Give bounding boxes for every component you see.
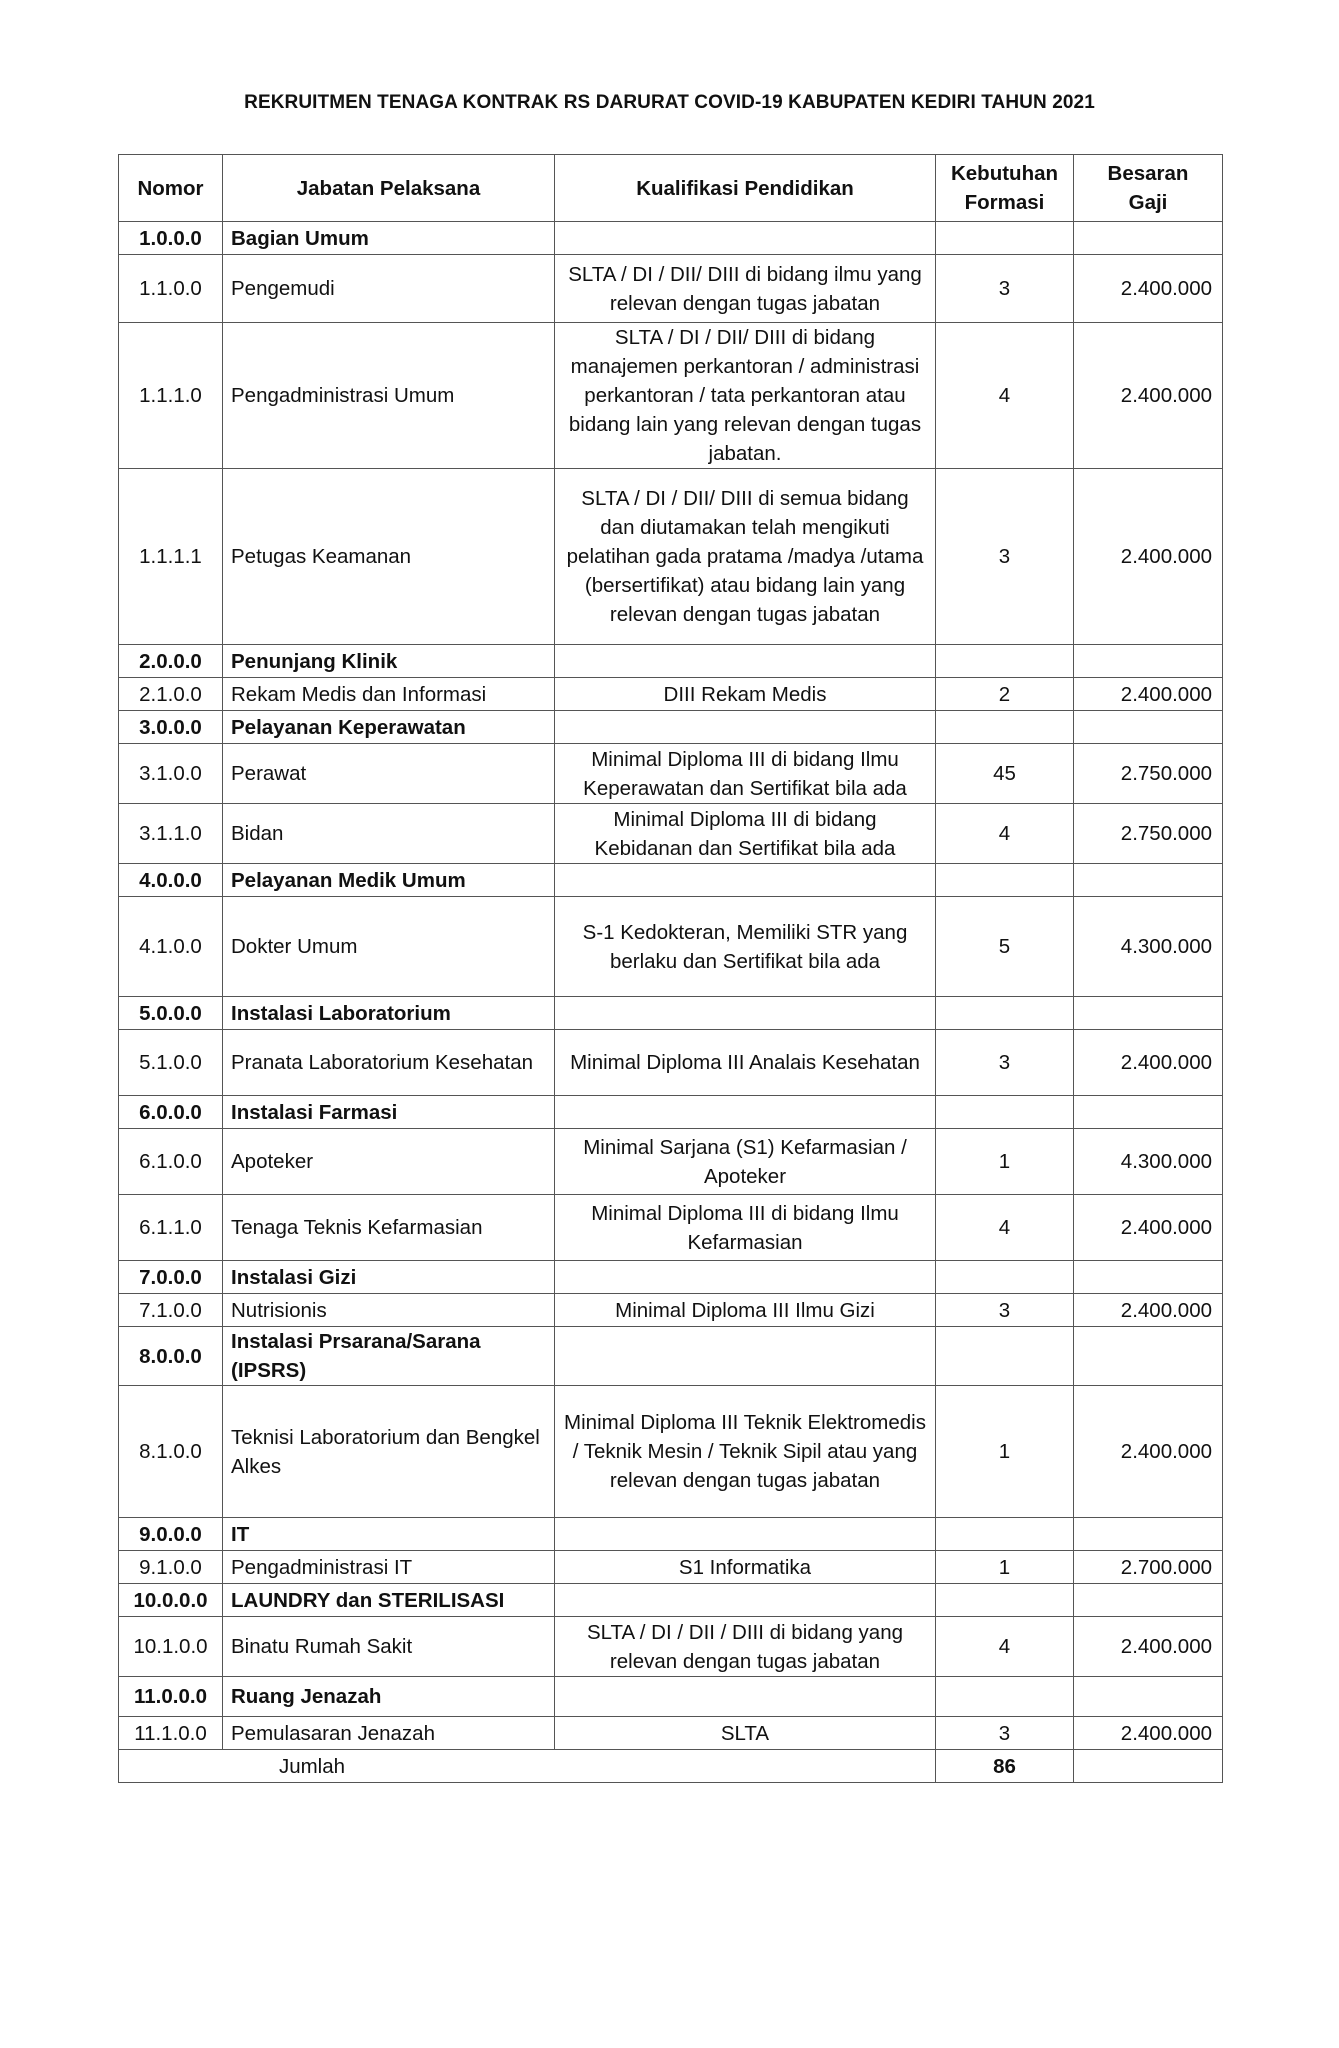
row-kebutuhan — [936, 1677, 1074, 1717]
row-gaji: 2.400.000 — [1074, 323, 1223, 469]
row-number: 5.1.0.0 — [119, 1030, 223, 1096]
row-gaji: 2.400.000 — [1074, 1386, 1223, 1518]
row-gaji — [1074, 997, 1223, 1030]
table-row — [119, 678, 1223, 711]
table-row — [119, 744, 1223, 804]
table-row — [119, 1129, 1223, 1195]
row-number: 9.1.0.0 — [119, 1551, 223, 1584]
row-jabatan: Binatu Rumah Sakit — [223, 1617, 555, 1677]
row-gaji — [1074, 1677, 1223, 1717]
header-kebutuhan-line1: Kebutuhan — [950, 162, 1059, 185]
total-label: Jumlah — [119, 1750, 936, 1783]
row-number: 3.0.0.0 — [119, 711, 223, 744]
header-kualifikasi: Kualifikasi Pendidikan — [555, 155, 936, 222]
row-gaji: 2.400.000 — [1074, 1717, 1223, 1750]
total-row — [119, 1750, 1223, 1783]
row-kualifikasi — [555, 864, 936, 897]
row-gaji — [1074, 222, 1223, 255]
section-row — [119, 1677, 1223, 1717]
row-kebutuhan — [936, 1327, 1074, 1386]
row-number: 8.0.0.0 — [119, 1327, 223, 1386]
row-number: 1.1.1.1 — [119, 469, 223, 645]
table-row — [119, 897, 1223, 997]
table-row — [119, 1030, 1223, 1096]
row-kualifikasi: Minimal Diploma III Teknik Elektromedis / Teknik Mesin / Teknik Sipil atau yang relevan dengan tugas jabatan — [555, 1386, 936, 1518]
header-jabatan: Jabatan Pelaksana — [223, 155, 555, 222]
row-gaji: 2.400.000 — [1074, 469, 1223, 645]
row-number: 9.0.0.0 — [119, 1518, 223, 1551]
table-row — [119, 804, 1223, 864]
section-row — [119, 1327, 1223, 1386]
row-gaji: 2.700.000 — [1074, 1551, 1223, 1584]
row-jabatan: Teknisi Laboratorium dan Bengkel Alkes — [223, 1386, 555, 1518]
row-number: 3.1.0.0 — [119, 744, 223, 804]
table-row — [119, 1195, 1223, 1261]
row-kualifikasi — [555, 1584, 936, 1617]
row-kualifikasi: Minimal Diploma III di bidang Kebidanan dan Sertifikat bila ada — [555, 804, 936, 864]
row-kebutuhan: 4 — [936, 1617, 1074, 1677]
row-kebutuhan — [936, 222, 1074, 255]
row-jabatan: IT — [223, 1518, 555, 1551]
section-row — [119, 997, 1223, 1030]
row-jabatan: Rekam Medis dan Informasi — [223, 678, 555, 711]
row-jabatan: Pranata Laboratorium Kesehatan — [223, 1030, 555, 1096]
row-jabatan: LAUNDRY dan STERILISASI — [223, 1584, 555, 1617]
row-kebutuhan: 3 — [936, 255, 1074, 323]
row-kualifikasi — [555, 1327, 936, 1386]
table-row — [119, 469, 1223, 645]
row-gaji: 2.400.000 — [1074, 1617, 1223, 1677]
row-kualifikasi: S1 Informatika — [555, 1551, 936, 1584]
row-number: 1.0.0.0 — [119, 222, 223, 255]
header-gaji-line1: Besaran — [1107, 162, 1189, 185]
row-kebutuhan: 3 — [936, 1030, 1074, 1096]
row-kebutuhan — [936, 864, 1074, 897]
row-kebutuhan — [936, 1518, 1074, 1551]
row-jabatan: Perawat — [223, 744, 555, 804]
row-jabatan: Apoteker — [223, 1129, 555, 1195]
recruitment-table — [118, 154, 1223, 1783]
row-gaji — [1074, 1261, 1223, 1294]
row-jabatan: Pelayanan Medik Umum — [223, 864, 555, 897]
row-jabatan: Pemulasaran Jenazah — [223, 1717, 555, 1750]
document-title: REKRUITMEN TENAGA KONTRAK RS DARURAT COVID-19 KABUPATEN KEDIRI TAHUN 2021 — [244, 92, 1095, 113]
row-gaji: 4.300.000 — [1074, 1129, 1223, 1195]
row-gaji — [1074, 864, 1223, 897]
total-value: 86 — [936, 1750, 1074, 1783]
table-row — [119, 1717, 1223, 1750]
row-number: 6.1.1.0 — [119, 1195, 223, 1261]
row-gaji — [1074, 645, 1223, 678]
row-kebutuhan — [936, 645, 1074, 678]
row-number: 10.1.0.0 — [119, 1617, 223, 1677]
row-gaji — [1074, 711, 1223, 744]
section-row — [119, 711, 1223, 744]
row-kebutuhan — [936, 711, 1074, 744]
row-gaji: 2.400.000 — [1074, 1195, 1223, 1261]
row-kualifikasi: DIII Rekam Medis — [555, 678, 936, 711]
row-number: 10.0.0.0 — [119, 1584, 223, 1617]
row-kualifikasi — [555, 1261, 936, 1294]
row-kebutuhan: 1 — [936, 1386, 1074, 1518]
row-gaji: 2.750.000 — [1074, 744, 1223, 804]
row-kualifikasi: Minimal Diploma III di bidang Ilmu Kefarmasian — [555, 1195, 936, 1261]
row-kualifikasi: S-1 Kedokteran, Memiliki STR yang berlaku dan Sertifikat bila ada — [555, 897, 936, 997]
row-gaji: 2.400.000 — [1074, 255, 1223, 323]
row-number: 1.1.0.0 — [119, 255, 223, 323]
row-kualifikasi: Minimal Diploma III di bidang Ilmu Keperawatan dan Sertifikat bila ada — [555, 744, 936, 804]
row-kebutuhan: 4 — [936, 804, 1074, 864]
row-kebutuhan — [936, 997, 1074, 1030]
row-kualifikasi — [555, 997, 936, 1030]
row-jabatan: Bidan — [223, 804, 555, 864]
total-empty-cell — [1074, 1750, 1223, 1783]
row-kualifikasi — [555, 711, 936, 744]
row-kebutuhan: 1 — [936, 1551, 1074, 1584]
row-kualifikasi: Minimal Sarjana (S1) Kefarmasian / Apoteker — [555, 1129, 936, 1195]
row-kebutuhan: 4 — [936, 323, 1074, 469]
row-kebutuhan: 45 — [936, 744, 1074, 804]
row-number: 4.0.0.0 — [119, 864, 223, 897]
section-row — [119, 864, 1223, 897]
row-kualifikasi: Minimal Diploma III Analais Kesehatan — [555, 1030, 936, 1096]
row-number: 2.1.0.0 — [119, 678, 223, 711]
row-number: 11.0.0.0 — [119, 1677, 223, 1717]
row-number: 7.0.0.0 — [119, 1261, 223, 1294]
row-jabatan: Pengemudi — [223, 255, 555, 323]
row-jabatan: Penunjang Klinik — [223, 645, 555, 678]
table-row — [119, 1551, 1223, 1584]
header-kebutuhan — [936, 155, 1074, 222]
row-kualifikasi: Minimal Diploma III Ilmu Gizi — [555, 1294, 936, 1327]
header-gaji — [1074, 155, 1223, 222]
row-jabatan: Pengadministrasi IT — [223, 1551, 555, 1584]
row-kebutuhan: 2 — [936, 678, 1074, 711]
row-jabatan: Instalasi Laboratorium — [223, 997, 555, 1030]
row-kualifikasi: SLTA — [555, 1717, 936, 1750]
row-gaji: 2.400.000 — [1074, 678, 1223, 711]
row-kualifikasi — [555, 1518, 936, 1551]
row-gaji: 2.400.000 — [1074, 1294, 1223, 1327]
header-gaji-line2: Gaji — [1128, 191, 1168, 214]
row-number: 6.1.0.0 — [119, 1129, 223, 1195]
row-number: 3.1.1.0 — [119, 804, 223, 864]
row-kebutuhan — [936, 1096, 1074, 1129]
row-jabatan: Petugas Keamanan — [223, 469, 555, 645]
row-gaji — [1074, 1518, 1223, 1551]
row-gaji: 2.750.000 — [1074, 804, 1223, 864]
header-nomor: Nomor — [119, 155, 223, 222]
section-row — [119, 1518, 1223, 1551]
row-kualifikasi: SLTA / DI / DII / DIII di bidang yang relevan dengan tugas jabatan — [555, 1617, 936, 1677]
table-row — [119, 1386, 1223, 1518]
header-kebutuhan-line2: Formasi — [964, 191, 1045, 214]
row-kebutuhan: 3 — [936, 1717, 1074, 1750]
row-kualifikasi: SLTA / DI / DII/ DIII di bidang ilmu yang relevan dengan tugas jabatan — [555, 255, 936, 323]
row-kebutuhan: 4 — [936, 1195, 1074, 1261]
row-jabatan: Dokter Umum — [223, 897, 555, 997]
table-row — [119, 1617, 1223, 1677]
section-row — [119, 1261, 1223, 1294]
section-row — [119, 222, 1223, 255]
row-number: 1.1.1.0 — [119, 323, 223, 469]
row-kualifikasi — [555, 1096, 936, 1129]
row-kebutuhan — [936, 1584, 1074, 1617]
row-gaji: 4.300.000 — [1074, 897, 1223, 997]
row-number: 4.1.0.0 — [119, 897, 223, 997]
table-row — [119, 323, 1223, 469]
row-gaji — [1074, 1327, 1223, 1386]
table-row — [119, 255, 1223, 323]
row-kebutuhan — [936, 1261, 1074, 1294]
row-jabatan: Instalasi Prsarana/Sarana (IPSRS) — [223, 1327, 555, 1386]
row-kualifikasi: SLTA / DI / DII/ DIII di semua bidang dan diutamakan telah mengikuti pelatihan gada pratama /madya /utama (bersertifikat) atau bidang lain yang relevan dengan tugas jabatan — [555, 469, 936, 645]
row-gaji — [1074, 1096, 1223, 1129]
row-kualifikasi — [555, 645, 936, 678]
row-number: 6.0.0.0 — [119, 1096, 223, 1129]
row-kualifikasi — [555, 222, 936, 255]
row-jabatan: Instalasi Farmasi — [223, 1096, 555, 1129]
row-kebutuhan: 3 — [936, 469, 1074, 645]
row-number: 2.0.0.0 — [119, 645, 223, 678]
row-jabatan: Instalasi Gizi — [223, 1261, 555, 1294]
row-number: 8.1.0.0 — [119, 1386, 223, 1518]
row-gaji — [1074, 1584, 1223, 1617]
row-number: 5.0.0.0 — [119, 997, 223, 1030]
row-gaji: 2.400.000 — [1074, 1030, 1223, 1096]
row-jabatan: Tenaga Teknis Kefarmasian — [223, 1195, 555, 1261]
row-kualifikasi — [555, 1677, 936, 1717]
row-number: 11.1.0.0 — [119, 1717, 223, 1750]
section-row — [119, 1584, 1223, 1617]
row-number: 7.1.0.0 — [119, 1294, 223, 1327]
section-row — [119, 1096, 1223, 1129]
table-row — [119, 1294, 1223, 1327]
section-row — [119, 645, 1223, 678]
row-kualifikasi: SLTA / DI / DII/ DIII di bidang manajemen perkantoran / administrasi perkantoran / tata perkantoran atau bidang lain yang relevan dengan tugas jabatan. — [555, 323, 936, 469]
row-kebutuhan: 1 — [936, 1129, 1074, 1195]
row-kebutuhan: 5 — [936, 897, 1074, 997]
row-jabatan: Nutrisionis — [223, 1294, 555, 1327]
row-kebutuhan: 3 — [936, 1294, 1074, 1327]
row-jabatan: Bagian Umum — [223, 222, 555, 255]
row-jabatan: Pengadministrasi Umum — [223, 323, 555, 469]
table-header-row — [119, 155, 1223, 222]
row-jabatan: Ruang Jenazah — [223, 1677, 555, 1717]
row-jabatan: Pelayanan Keperawatan — [223, 711, 555, 744]
